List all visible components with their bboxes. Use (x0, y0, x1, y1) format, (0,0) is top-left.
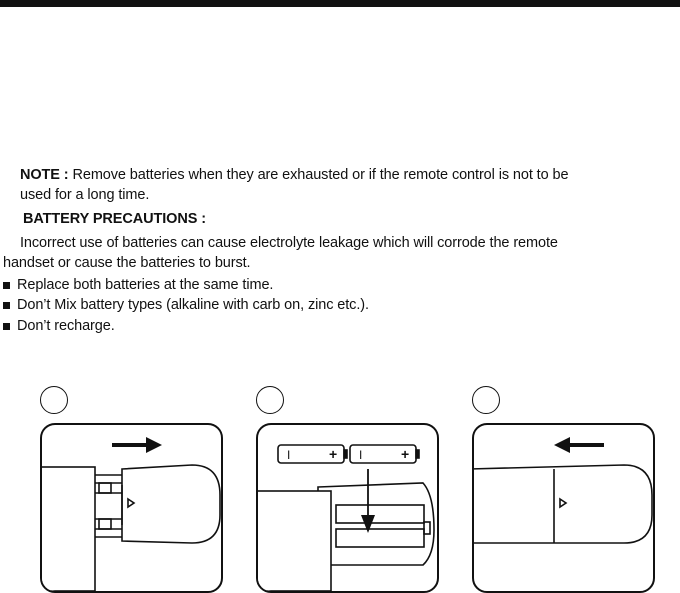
step-3-illustration (474, 425, 655, 593)
step-2-illustration (258, 425, 439, 593)
battery-minus-label-1: I (287, 448, 291, 462)
battery-plus-label-1: + (329, 446, 338, 462)
step-1-panel (40, 423, 223, 593)
top-rule (0, 0, 680, 7)
precautions-intro-line-2: handset or cause the batteries to burst. (3, 255, 251, 271)
note-line-1 (20, 166, 568, 184)
step-2-panel (256, 423, 439, 593)
note-line-2: used for a long time. (20, 187, 150, 203)
precaution-item-2: Don’t Mix battery types (alkaline with carb on, zinc etc.). (17, 297, 369, 313)
step-3-panel (472, 423, 655, 593)
step-3-circle (472, 386, 500, 414)
bullet-icon (3, 323, 10, 330)
bullet-icon (3, 282, 10, 289)
battery-plus-label-2: + (401, 446, 410, 462)
note-label: NOTE : (20, 167, 69, 183)
precautions-intro-line-1: Incorrect use of batteries can cause electrolyte leakage which will corrode the remote (20, 235, 558, 251)
precautions-heading: BATTERY PRECAUTIONS : (23, 211, 206, 227)
note-text: Remove batteries when they are exhausted or if the remote control is not to be (72, 167, 569, 183)
step-2-circle (256, 386, 284, 414)
step-1-circle (40, 386, 68, 414)
battery-minus-label-2: I (359, 448, 363, 462)
precaution-item-3: Don’t recharge. (17, 318, 115, 334)
step-1-illustration (42, 425, 223, 593)
bullet-icon (3, 302, 10, 309)
precaution-item-1: Replace both batteries at the same time. (17, 277, 274, 293)
